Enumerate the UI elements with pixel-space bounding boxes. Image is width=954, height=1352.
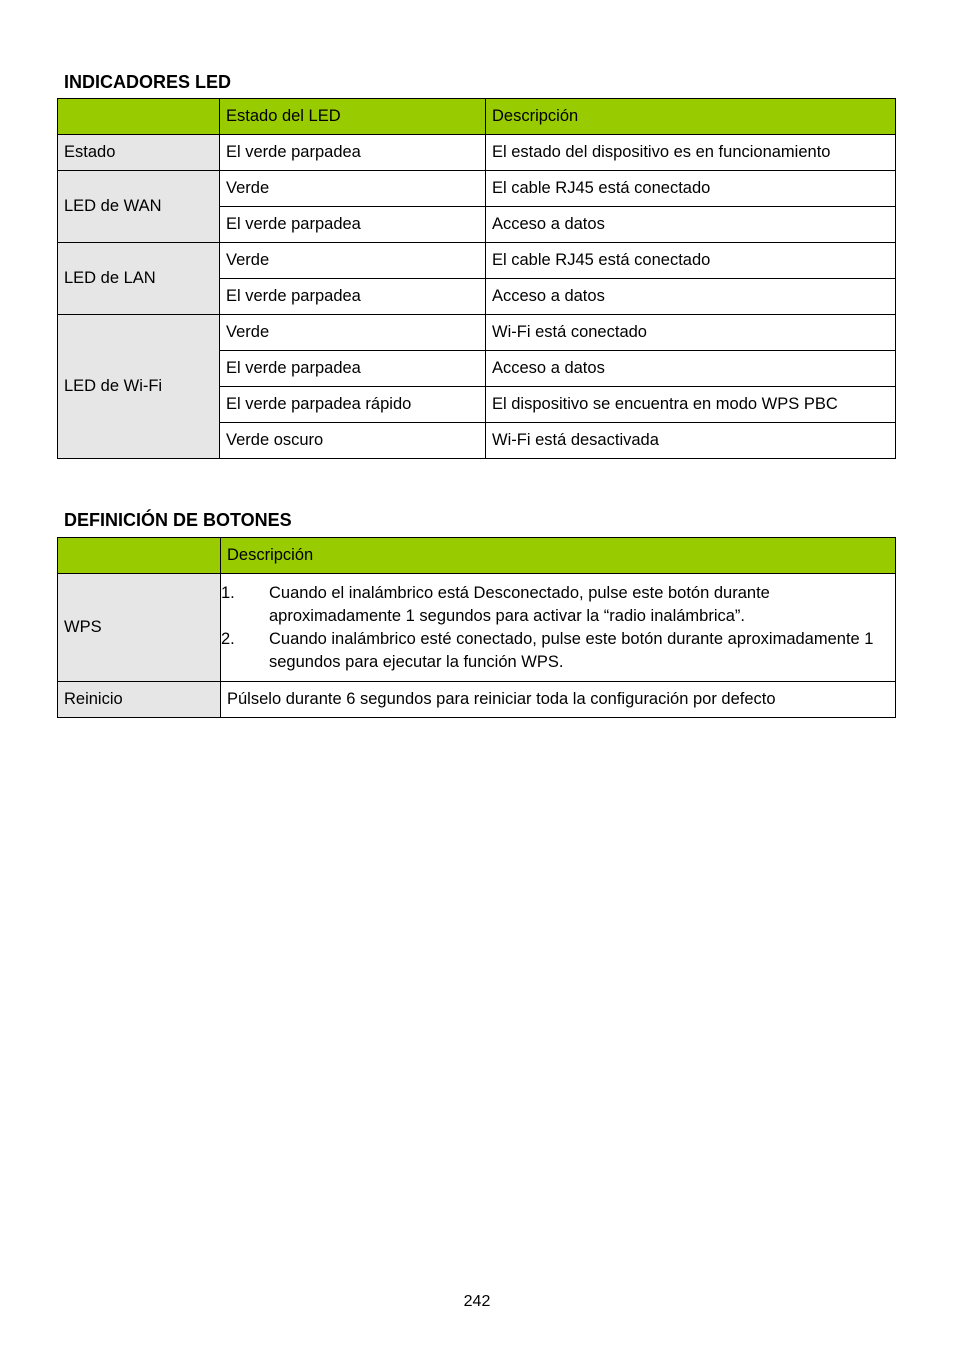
button-definitions-table	[57, 537, 896, 718]
table-row	[58, 171, 896, 207]
led-state-cell: Verde oscuro	[220, 423, 486, 459]
table-row	[58, 243, 896, 279]
led-state-cell: El verde parpadea	[220, 279, 486, 315]
led-description-cell: El cable RJ45 está conectado	[486, 243, 896, 279]
wps-description-cell	[221, 574, 896, 682]
row-label-wps: WPS	[58, 574, 221, 682]
list-item	[221, 628, 895, 674]
header-cell-empty	[58, 538, 221, 574]
header-cell-description: Descripción	[221, 538, 896, 574]
table-row	[58, 682, 896, 718]
table-row	[58, 315, 896, 351]
led-description-cell: Wi-Fi está desactivada	[486, 423, 896, 459]
list-text: Cuando el inalámbrico está Desconectado, pulse este botón durante aproximadamente 1 segundos para activar la “radio inalámbrica”.	[269, 584, 770, 625]
led-description-cell: El dispositivo se encuentra en modo WPS PBC	[486, 387, 896, 423]
table-header-row	[58, 99, 896, 135]
led-description-cell: El cable RJ45 está conectado	[486, 171, 896, 207]
table-header-row	[58, 538, 896, 574]
page-number: 242	[463, 1293, 491, 1310]
led-state-cell: Verde	[220, 171, 486, 207]
header-cell-led-state: Estado del LED	[220, 99, 486, 135]
header-cell-empty	[58, 99, 220, 135]
table-row	[58, 574, 896, 682]
led-description-cell: Acceso a datos	[486, 207, 896, 243]
led-state-cell: El verde parpadea	[220, 135, 486, 171]
led-description-cell: Acceso a datos	[486, 351, 896, 387]
led-description-cell: Wi-Fi está conectado	[486, 315, 896, 351]
led-section-title: INDICADORES LED	[64, 72, 232, 92]
led-description-cell: El estado del dispositivo es en funcionamiento	[486, 135, 896, 171]
led-description-cell: Acceso a datos	[486, 279, 896, 315]
list-number: 1.	[221, 584, 235, 602]
led-state-cell: El verde parpadea rápido	[220, 387, 486, 423]
led-state-cell: Verde	[220, 315, 486, 351]
led-state-cell: El verde parpadea	[220, 351, 486, 387]
buttons-section-title: DEFINICIÓN DE BOTONES	[64, 510, 292, 530]
list-text: Cuando inalámbrico esté conectado, pulse este botón durante aproximadamente 1 segundos para ejecutar la función WPS.	[269, 630, 874, 671]
row-label-reset: Reinicio	[58, 682, 221, 718]
row-label-wan: LED de WAN	[58, 171, 220, 243]
header-cell-description: Descripción	[486, 99, 896, 135]
led-state-cell: El verde parpadea	[220, 207, 486, 243]
led-state-cell: Verde	[220, 243, 486, 279]
row-label-lan: LED de LAN	[58, 243, 220, 315]
list-item	[221, 582, 895, 628]
row-label-estado: Estado	[58, 135, 220, 171]
led-indicators-table	[57, 98, 896, 459]
reset-description-cell: Púlselo durante 6 segundos para reiniciar toda la configuración por defecto	[221, 682, 896, 718]
list-number: 2.	[221, 630, 235, 648]
row-label-wifi: LED de Wi-Fi	[58, 315, 220, 459]
table-row	[58, 135, 896, 171]
